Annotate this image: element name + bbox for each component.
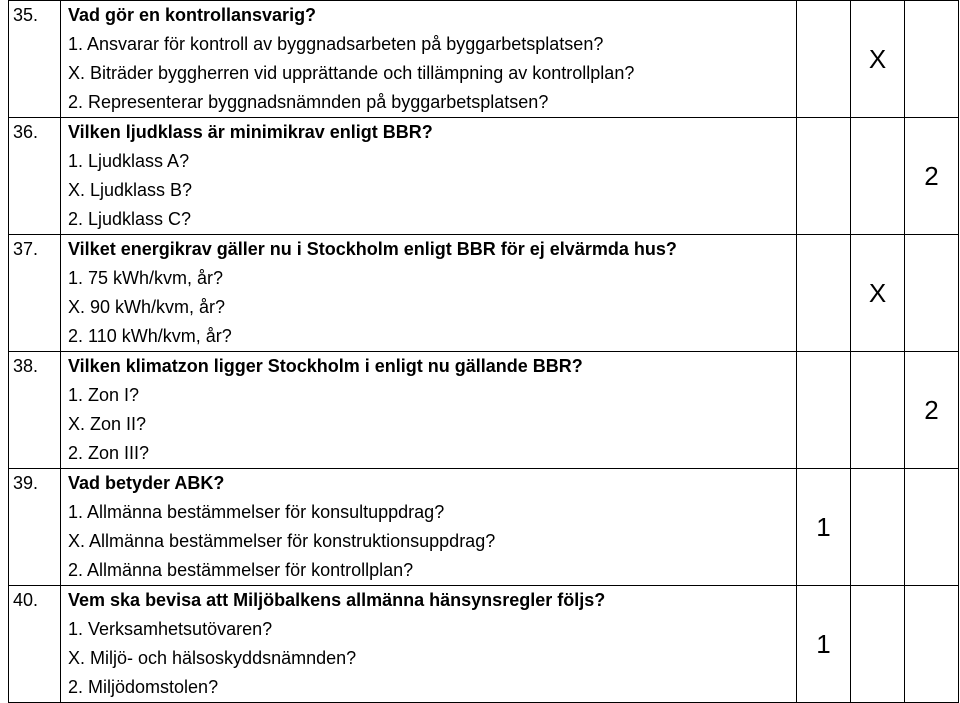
question-row (9, 118, 959, 235)
answer-cell-x (851, 235, 905, 352)
answer-cell-1 (797, 1, 851, 118)
question-title: Vilken ljudklass är minimikrav enligt BBR? (68, 122, 433, 142)
answer-cell-1 (797, 469, 851, 586)
answer-cell-2 (905, 469, 959, 586)
answer-cell-2 (905, 235, 959, 352)
answer-option: 2. Zon III? (68, 443, 150, 463)
question-number-cell (9, 118, 61, 235)
answer-cell-2 (905, 586, 959, 703)
answer-cell-1 (797, 586, 851, 703)
quiz-body (9, 1, 959, 703)
question-number: 37. (13, 239, 39, 259)
answer-option: 1. Verksamhetsutövaren? (68, 619, 273, 639)
question-cell (61, 469, 797, 586)
answer-cell-x (851, 586, 905, 703)
question-cell (61, 352, 797, 469)
answer-cell-2 (905, 118, 959, 235)
answer-cell-x (851, 469, 905, 586)
question-number-cell (9, 469, 61, 586)
question-row (9, 1, 959, 118)
answer-cell-x (851, 118, 905, 235)
question-number: 40. (13, 590, 39, 610)
answer-mark: 2 (924, 394, 939, 425)
answer-option: X. 90 kWh/kvm, år? (68, 297, 226, 317)
question-title: Vilken klimatzon ligger Stockholm i enligt nu gällande BBR? (68, 356, 583, 376)
answer-option: X. Biträder byggherren vid upprättande och tillämpning av kontrollplan? (68, 63, 635, 83)
answer-cell-1 (797, 235, 851, 352)
question-title: Vilket energikrav gäller nu i Stockholm enligt BBR för ej elvärmda hus? (68, 239, 677, 259)
answer-cell-2 (905, 352, 959, 469)
question-number: 35. (13, 5, 39, 25)
answer-cell-1 (797, 118, 851, 235)
question-number: 38. (13, 356, 39, 376)
question-number: 39. (13, 473, 39, 493)
question-cell (61, 118, 797, 235)
question-cell (61, 586, 797, 703)
question-number: 36. (13, 122, 39, 142)
question-cell (61, 235, 797, 352)
answer-mark: 2 (924, 160, 939, 191)
answer-option: 1. Ljudklass A? (68, 151, 190, 171)
answer-option: 1. Allmänna bestämmelser för konsultuppdrag? (68, 502, 445, 522)
answer-option: 2. Representerar byggnadsnämnden på byggarbetsplatsen? (68, 92, 549, 112)
question-title: Vad gör en kontrollansvarig? (68, 5, 317, 25)
answer-option: 2. Miljödomstolen? (68, 677, 219, 697)
question-number-cell (9, 1, 61, 118)
question-row (9, 352, 959, 469)
answer-cell-x (851, 1, 905, 118)
answer-option: 1. 75 kWh/kvm, år? (68, 268, 224, 288)
question-row (9, 469, 959, 586)
question-row (9, 235, 959, 352)
quiz-table (8, 0, 959, 703)
answer-option: 1. Ansvarar för kontroll av byggnadsarbeten på byggarbetsplatsen? (68, 34, 604, 54)
question-number-cell (9, 352, 61, 469)
answer-cell-2 (905, 1, 959, 118)
answer-option: 1. Zon I? (68, 385, 140, 405)
answer-option: 2. Ljudklass C? (68, 209, 192, 229)
answer-cell-1 (797, 352, 851, 469)
answer-option: 2. 110 kWh/kvm, år? (68, 326, 232, 346)
answer-mark: 1 (816, 628, 831, 659)
answer-mark: 1 (816, 511, 831, 542)
question-title: Vem ska bevisa att Miljöbalkens allmänna hänsynsregler följs? (68, 590, 606, 610)
answer-option: X. Zon II? (68, 414, 147, 434)
answer-option: X. Allmänna bestämmelser för konstruktionsuppdrag? (68, 531, 496, 551)
answer-mark: X (868, 43, 887, 74)
question-number-cell (9, 235, 61, 352)
question-cell (61, 1, 797, 118)
answer-option: X. Miljö- och hälsoskyddsnämnden? (68, 648, 357, 668)
answer-option: X. Ljudklass B? (68, 180, 193, 200)
answer-option: 2. Allmänna bestämmelser för kontrollplan? (68, 560, 414, 580)
question-row (9, 586, 959, 703)
question-number-cell (9, 586, 61, 703)
answer-mark: X (868, 277, 887, 308)
answer-cell-x (851, 352, 905, 469)
question-title: Vad betyder ABK? (68, 473, 225, 493)
